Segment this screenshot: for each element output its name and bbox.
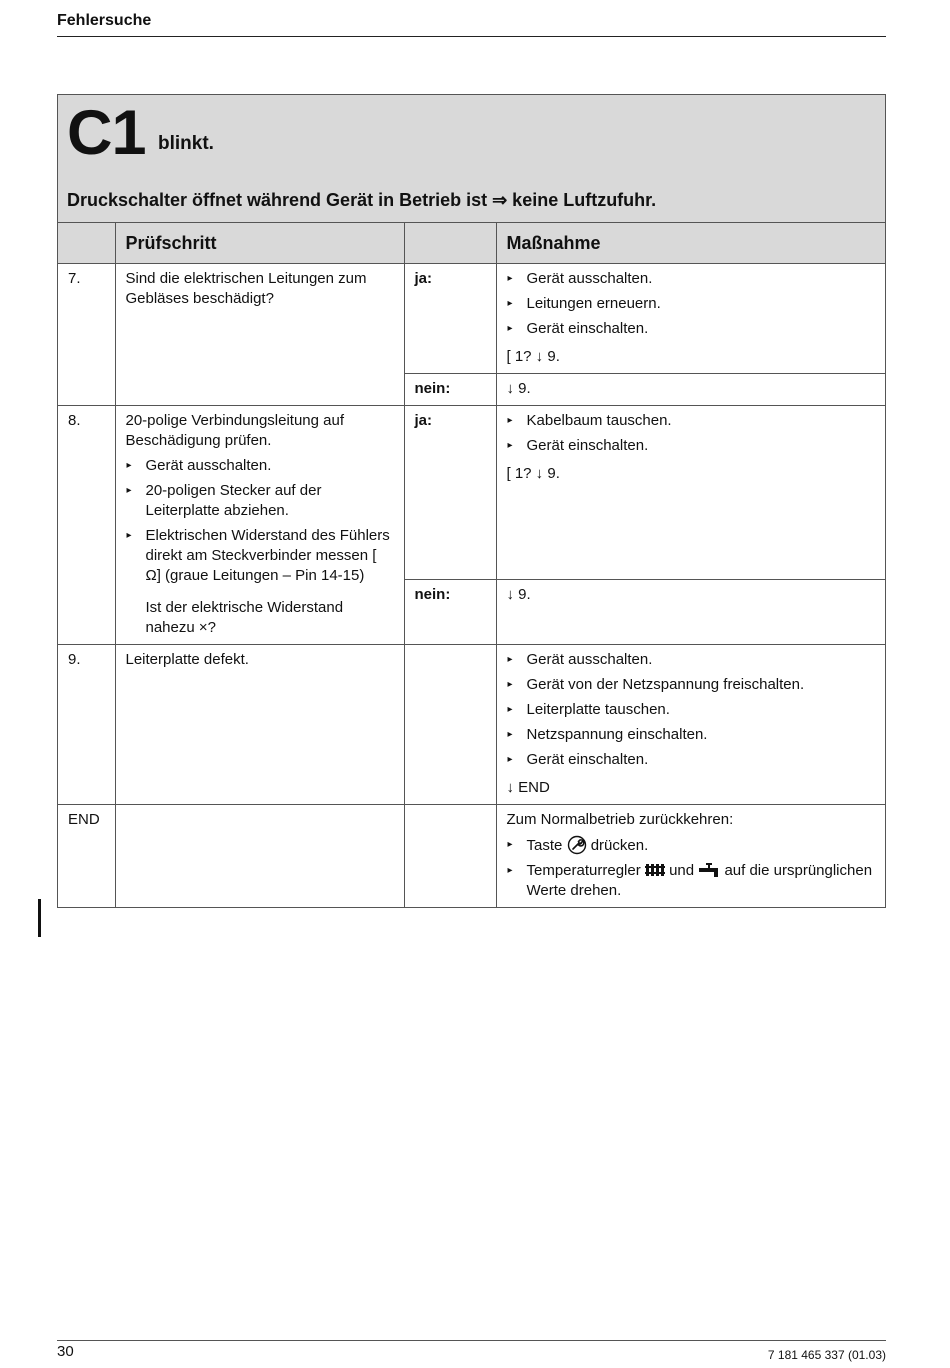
change-bar [38,899,41,937]
col-condition-header [404,223,496,264]
radiator-icon [645,862,665,878]
list-item: ▸ Leitungen erneuern. [507,295,661,312]
fault-code: C1 [67,98,146,168]
page-number: 30 [57,1343,74,1360]
goto-step: ↓ 9. [496,579,885,644]
step-number: 8. [58,406,115,645]
table-row [58,645,885,805]
bullet-icon: ▸ [507,729,513,740]
condition-yes: ja: [404,264,496,374]
list-item: ▸ Gerät ausschalten. [507,651,653,668]
step-number: 7. [58,264,115,406]
end-intro: Zum Normalbetrieb zurückkehren: [506,811,734,828]
goto-step: ↓ 9. [496,374,885,406]
list-item: ▸ Gerät von der Netzspannung freischalten. [507,676,805,693]
step-cell [115,406,404,645]
bullet-icon: ▸ [507,298,513,309]
fault-panel [57,94,886,908]
list-item: ▸ Gerät einschalten. [507,437,649,454]
list-item: ▸ Gerät einschalten. [507,751,649,768]
step-text [115,805,404,908]
bullet-icon: ▸ [507,865,513,876]
list-item: ▸ Temperaturregler und auf die ursprünglichen Werte drehen. [507,862,873,899]
fault-description: Druckschalter öffnet während Gerät in Betrieb ist ⇒ keine Luftzufuhr. [67,190,657,210]
goto-step: ↓ END [506,779,550,796]
fault-code-box [58,95,885,223]
list-item: ▸ 20-poligen Stecker auf der Leiterplatte abziehen. [126,482,322,519]
bullet-icon: ▸ [507,654,513,665]
list-item: ▸ Taste drücken. [507,837,649,854]
page-footer [57,1340,886,1362]
action-cell [496,264,885,374]
list-item: ▸ Gerät ausschalten. [507,270,653,287]
list-item: ▸ Leiterplatte tauschen. [507,701,670,718]
section-title: Fehlersuche [57,12,152,29]
bullet-icon: ▸ [126,485,132,496]
condition-no: nein: [404,579,496,644]
step-question: Ist der elektrische Widerstand nahezu ×? [145,599,344,636]
col-step-header: Prüfschritt [115,223,404,264]
col-action-header: Maßnahme [496,223,885,264]
list-item: ▸ Kabelbaum tauschen. [507,412,672,429]
fault-code-suffix: blinkt. [158,133,214,154]
list-item: ▸ Gerät ausschalten. [126,457,272,474]
bullet-icon: ▸ [507,839,513,850]
step-text: Leiterplatte defekt. [115,645,404,805]
troubleshooting-table [58,223,885,907]
wrench-icon [567,835,587,855]
condition-no: nein: [404,374,496,406]
col-number-header [58,223,115,264]
step-text: Sind die elektrischen Leitungen zum Gebläses beschädigt? [115,264,404,406]
condition-empty [404,805,496,908]
table-row [58,264,885,374]
action-cell [496,645,885,805]
goto-step: [ 1? ↓ 9. [506,348,560,365]
list-item: ▸ Netzspannung einschalten. [507,726,708,743]
condition-yes: ja: [404,406,496,580]
bullet-icon: ▸ [507,754,513,765]
list-item: ▸ Gerät einschalten. [507,320,649,337]
action-cell [496,805,885,908]
bullet-icon: ▸ [507,415,513,426]
bullet-icon: ▸ [126,460,132,471]
document-number: 7 181 465 337 (01.03) [767,1348,886,1362]
bullet-icon: ▸ [507,323,513,334]
bullet-icon: ▸ [507,273,513,284]
condition-empty [404,645,496,805]
tap-icon [698,862,720,878]
bullet-icon: ▸ [507,679,513,690]
list-item: ▸ Elektrischen Widerstand des Fühlers direkt am Steckverbinder messen [ Ω] (graue Leitungen – Pin 14-15) [126,527,390,584]
table-row [58,406,885,580]
bullet-icon: ▸ [507,704,513,715]
bullet-icon: ▸ [126,530,132,541]
table-header [58,223,885,264]
step-number: END [58,805,115,908]
step-number: 9. [58,645,115,805]
page-header [57,12,886,37]
bullet-icon: ▸ [507,440,513,451]
step-text: 20-polige Verbindungsleitung auf Beschädigung prüfen. [125,412,345,449]
action-cell [496,406,885,580]
goto-step: [ 1? ↓ 9. [506,465,560,482]
table-row [58,805,885,908]
